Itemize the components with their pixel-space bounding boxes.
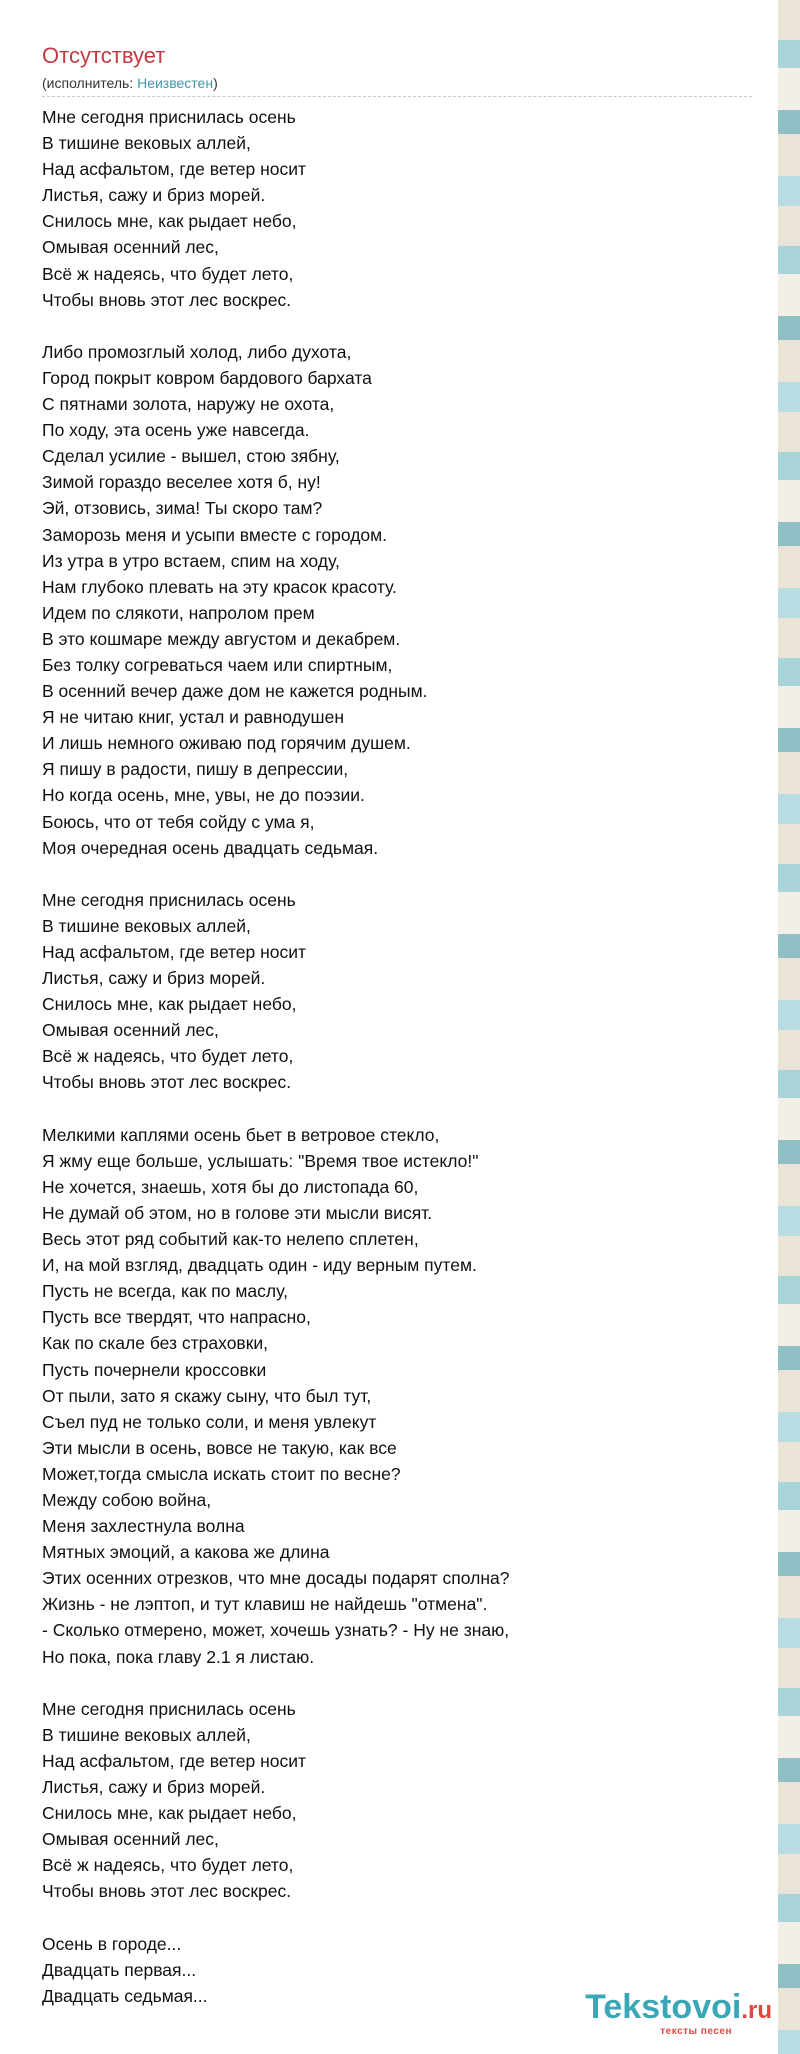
lyrics-line: Мне сегодня приснилась осень <box>42 889 296 910</box>
lyrics-line: Без толку согреваться чаем или спиртным, <box>42 654 393 675</box>
lyrics-line: Но когда осень, мне, увы, не до поэзии. <box>42 785 365 806</box>
lyrics-line: Либо промозглый холод, либо духота, <box>42 341 352 362</box>
lyrics-line: Пусть все твердят, что напрасно, <box>42 1307 311 1328</box>
lyrics-line: Заморозь меня и усыпи вместе с городом. <box>42 524 388 545</box>
lyrics-line: Не хочется, знаешь, хотя бы до листопада 60, <box>42 1176 419 1197</box>
lyrics-line: И, на мой взгляд, двадцать один - иду верным путем. <box>42 1255 477 1276</box>
lyrics-line: Мятных эмоций, а какова же длина <box>42 1542 330 1563</box>
logo-name: Tekstovoi <box>585 1988 742 2026</box>
lyrics-line: Эти мысли в осень, вовсе не такую, как все <box>42 1437 397 1458</box>
lyrics-line: Моя очередная осень двадцать седьмая. <box>42 837 379 858</box>
lyrics-line: Съел пуд не только соли, и меня увлекут <box>42 1411 377 1432</box>
artist-prefix: (исполнитель: <box>42 75 138 91</box>
lyrics-line: По ходу, эта осень уже навсегда. <box>42 420 310 441</box>
lyrics-line: Двадцать седьмая... <box>42 1985 208 2006</box>
lyrics-line: Осень в городе... <box>42 1933 182 1954</box>
logo-wordmark <box>585 1988 772 2030</box>
lyrics-line: Зимой гораздо веселее хотя б, ну! <box>42 472 321 493</box>
lyrics-line: Город покрыт ковром бардового бархата <box>42 367 372 388</box>
lyrics-line: Над асфальтом, где ветер носит <box>42 159 307 180</box>
lyrics-line: Пусть почернели кроссовки <box>42 1359 267 1380</box>
lyrics-line: Чтобы вновь этот лес воскрес. <box>42 1881 292 1902</box>
lyrics-line: Меня захлестнула волна <box>42 1516 245 1537</box>
lyrics-line: Весь этот ряд событий как-то нелепо сплетен, <box>42 1229 419 1250</box>
lyrics-line: Боюсь, что от тебя сойду с ума я, <box>42 811 315 832</box>
lyrics-line: Над асфальтом, где ветер носит <box>42 942 307 962</box>
lyrics-line: Двадцать первая... <box>42 1959 197 1980</box>
lyrics-line: Нам глубоко плевать на эту красок красоту. <box>42 576 397 597</box>
lyrics-line: В тишине вековых аллей, <box>42 133 251 154</box>
lyrics-line: В тишине вековых аллей, <box>42 915 251 936</box>
lyrics-line: Эй, отзовись, зима! Ты скоро там? <box>42 498 323 519</box>
lyrics-line: Снилось мне, как рыдает небо, <box>42 1803 297 1824</box>
decorative-side-stripes <box>778 0 800 2054</box>
lyrics-line: Чтобы вновь этот лес воскрес. <box>42 289 292 310</box>
lyrics-line: Я пишу в радости, пишу в депрессии, <box>42 759 349 780</box>
lyrics-line: Из утра в утро встаем, спим на ходу, <box>42 550 340 571</box>
lyrics-line: Листья, сажу и бриз морей. <box>42 1777 266 1797</box>
lyrics-line: Омывая осенний лес, <box>42 1020 219 1041</box>
lyrics-line: Омывая осенний лес, <box>42 237 219 258</box>
lyrics-blank-line <box>42 861 752 887</box>
lyrics-line: Но пока, пока главу 2.1 я листаю. <box>42 1646 315 1667</box>
logo-tld: .ru <box>741 1997 772 2024</box>
lyrics-line: Я не читаю книг, устал и равнодушен <box>42 707 344 728</box>
lyrics-line: От пыли, зато я скажу сыну, что был тут, <box>42 1385 372 1406</box>
lyrics-line: Как по скале без страховки, <box>42 1333 269 1354</box>
lyrics-line: Всё ж надеясь, что будет лето, <box>42 1855 294 1876</box>
lyrics-line: Между собою война, <box>42 1489 212 1510</box>
lyrics-line: Листья, сажу и бриз морей. <box>42 968 266 989</box>
lyrics-line: - Сколько отмерено, может, хочешь узнать? - Ну не знаю, <box>42 1620 510 1641</box>
lyrics-line: Листья, сажу и бриз морей. <box>42 185 266 206</box>
lyrics-line: В тишине вековых аллей, <box>42 1724 251 1745</box>
lyrics-line: Мелкими каплями осень бьет в ветровое стекло, <box>42 1124 440 1145</box>
lyrics-card <box>30 30 760 2020</box>
artist-link[interactable]: Неизвестен <box>137 75 214 91</box>
lyrics-line: Всё ж надеясь, что будет лето, <box>42 263 294 284</box>
header-divider <box>42 96 752 97</box>
lyrics-line: Снилось мне, как рыдает небо, <box>42 994 297 1015</box>
artist-suffix: ) <box>213 75 218 91</box>
lyrics-line: Чтобы вновь этот лес воскрес. <box>42 1072 292 1093</box>
lyrics-line: Над асфальтом, где ветер носит <box>42 1750 307 1771</box>
lyrics-line: Идем по слякоти, напролом прем <box>42 602 315 623</box>
lyrics-blank-line <box>42 1096 752 1122</box>
lyrics-line: Я жму еще больше, услышать: "Время твое истекло!" <box>42 1150 479 1171</box>
lyrics-line: В это кошмаре между августом и декабрем. <box>42 628 401 649</box>
lyrics-blank-line <box>42 1904 752 1930</box>
lyrics-blank-line <box>42 1670 752 1696</box>
lyrics-line: Может,тогда смысла искать стоит по весне? <box>42 1463 401 1484</box>
lyrics-line: С пятнами золота, наружу не охота, <box>42 394 335 415</box>
lyrics-blank-line <box>42 313 752 339</box>
lyrics-line: Этих осенних отрезков, что мне досады подарят сполна? <box>42 1568 510 1589</box>
lyrics-line: Всё ж надеясь, что будет лето, <box>42 1046 294 1067</box>
lyrics-line: Сделал усилие - вышел, стою зябну, <box>42 446 340 467</box>
lyrics-text <box>42 104 752 2009</box>
lyrics-line: Жизнь - не лэптоп, и тут клавиш не найдешь "отмена". <box>42 1594 488 1615</box>
lyrics-line: Мне сегодня приснилась осень <box>42 107 296 127</box>
song-title: Отсутствует <box>42 43 166 68</box>
lyrics-line: Снилось мне, как рыдает небо, <box>42 211 297 232</box>
artist-line <box>42 74 218 92</box>
lyrics-line: В осенний вечер даже дом не кажется родным. <box>42 681 428 702</box>
lyrics-line: И лишь немного оживаю под горячим душем. <box>42 733 411 754</box>
logo-tagline: тексты песен <box>660 2026 732 2037</box>
site-logo[interactable] <box>542 1988 772 2040</box>
lyrics-line: Мне сегодня приснилась осень <box>42 1698 296 1719</box>
lyrics-line: Пусть не всегда, как по маслу, <box>42 1281 288 1302</box>
lyrics-line: Не думай об этом, но в голове эти мысли висят. <box>42 1202 433 1223</box>
lyrics-line: Омывая осенний лес, <box>42 1829 219 1850</box>
